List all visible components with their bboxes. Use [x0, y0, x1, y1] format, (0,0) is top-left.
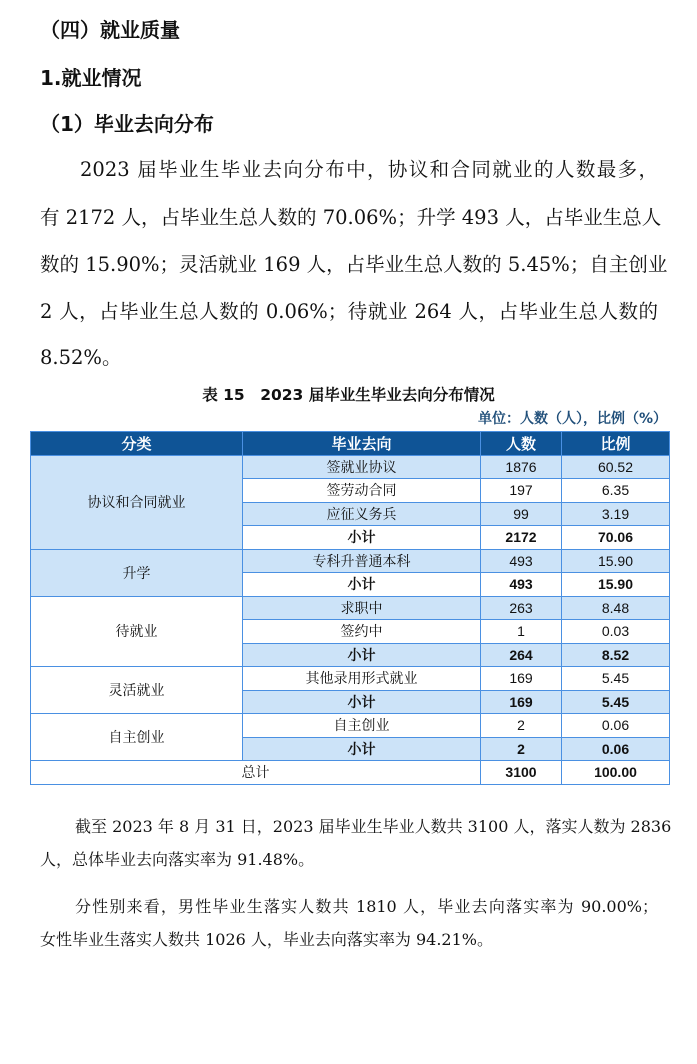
- table-row: [31, 549, 670, 573]
- count-cell: 493: [481, 549, 562, 573]
- destination-cell: 求职中: [243, 596, 481, 620]
- ratio-cell: 70.06: [562, 526, 670, 550]
- destination-cell: 签就业协议: [243, 455, 481, 479]
- count-cell: 2172: [481, 526, 562, 550]
- table-row: [31, 667, 670, 691]
- category-cell: 自主创业: [31, 714, 243, 761]
- paragraph-line: 分性别来看，男性毕业生落实人数共 1810 人，毕业去向落实率为 90.00%；: [75, 897, 658, 916]
- paragraph-line: 数的 15.90%；灵活就业 169 人，占毕业生总人数的 5.45%；自主创业: [40, 253, 668, 276]
- destination-cell: 小计: [243, 573, 481, 597]
- destination-cell: 小计: [243, 643, 481, 667]
- ratio-cell: 0.06: [562, 737, 670, 761]
- count-cell: 169: [481, 690, 562, 714]
- paragraph-line: 女性毕业生落实人数共 1026 人，毕业去向落实率为 94.21%。: [40, 930, 493, 949]
- destination-cell: 专科升普通本科: [243, 549, 481, 573]
- category-cell: 灵活就业: [31, 667, 243, 714]
- destination-cell: 应征义务兵: [243, 502, 481, 526]
- table-caption: 表 15 2023 届毕业生毕业去向分布情况: [202, 386, 495, 404]
- table-unit: 单位：人数（人），比例（%）: [477, 411, 667, 427]
- count-cell: 264: [481, 643, 562, 667]
- table-row: [31, 714, 670, 738]
- destination-cell: 签劳动合同: [243, 479, 481, 503]
- count-cell: 99: [481, 502, 562, 526]
- paragraph-line: 8.52%。: [40, 346, 122, 369]
- paragraph-line: 2023 届毕业生毕业去向分布中，协议和合同就业的人数最多，: [80, 158, 658, 181]
- paragraph-line: 截至 2023 年 8 月 31 日，2023 届毕业生毕业人数共 3100 人，落实人数为 2836: [75, 817, 672, 836]
- ratio-cell: 0.03: [562, 620, 670, 644]
- count-cell: 1: [481, 620, 562, 644]
- ratio-cell: 15.90: [562, 549, 670, 573]
- header-cell: 比例: [562, 432, 670, 456]
- total-label: 总计: [31, 761, 481, 785]
- category-cell: 待就业: [31, 596, 243, 667]
- ratio-cell: 0.06: [562, 714, 670, 738]
- paragraph-line: 人，总体毕业去向落实率为 91.48%。: [40, 850, 315, 869]
- subsubsection-heading: （1）毕业去向分布: [40, 112, 214, 136]
- total-row: [31, 761, 670, 785]
- table-row: [31, 455, 670, 479]
- ratio-cell: 8.48: [562, 596, 670, 620]
- destination-cell: 其他录用形式就业: [243, 667, 481, 691]
- destination-cell: 签约中: [243, 620, 481, 644]
- count-cell: 493: [481, 573, 562, 597]
- destination-cell: 小计: [243, 690, 481, 714]
- header-cell: 人数: [481, 432, 562, 456]
- category-cell: 协议和合同就业: [31, 455, 243, 549]
- category-cell: 升学: [31, 549, 243, 596]
- table-row: [31, 596, 670, 620]
- count-cell: 2: [481, 714, 562, 738]
- count-cell: 197: [481, 479, 562, 503]
- count-cell: 263: [481, 596, 562, 620]
- paragraph-line: 有 2172 人，占毕业生总人数的 70.06%；升学 493 人，占毕业生总人: [40, 206, 662, 229]
- ratio-cell: 60.52: [562, 455, 670, 479]
- count-cell: 1876: [481, 455, 562, 479]
- ratio-cell: 5.45: [562, 690, 670, 714]
- destination-cell: 小计: [243, 526, 481, 550]
- count-cell: 2: [481, 737, 562, 761]
- total-ratio: 100.00: [562, 761, 670, 785]
- employment-table: [30, 431, 670, 785]
- table-header: [31, 432, 670, 456]
- ratio-cell: 8.52: [562, 643, 670, 667]
- destination-cell: 自主创业: [243, 714, 481, 738]
- ratio-cell: 6.35: [562, 479, 670, 503]
- total-count: 3100: [481, 761, 562, 785]
- section-heading: （四）就业质量: [40, 18, 180, 42]
- ratio-cell: 3.19: [562, 502, 670, 526]
- header-cell: 毕业去向: [243, 432, 481, 456]
- paragraph-line: 2 人，占毕业生总人数的 0.06%；待就业 264 人，占毕业生总人数的: [40, 300, 658, 323]
- destination-cell: 小计: [243, 737, 481, 761]
- ratio-cell: 15.90: [562, 573, 670, 597]
- subsection-heading: 1.就业情况: [40, 66, 142, 90]
- count-cell: 169: [481, 667, 562, 691]
- ratio-cell: 5.45: [562, 667, 670, 691]
- header-cell: 分类: [31, 432, 243, 456]
